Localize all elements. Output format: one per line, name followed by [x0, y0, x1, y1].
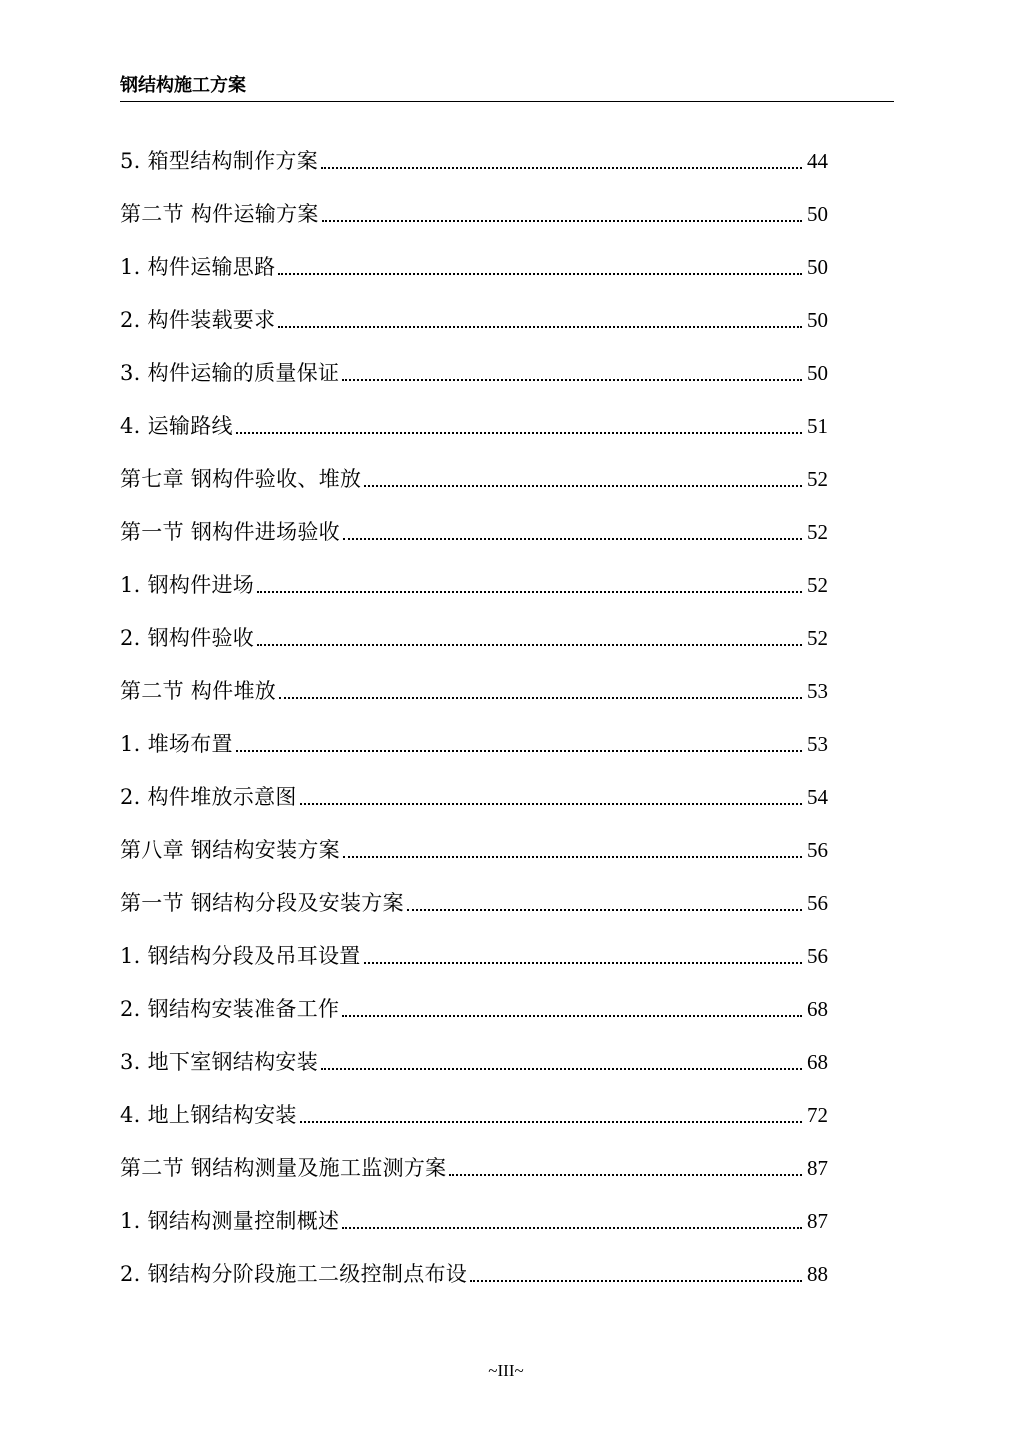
dot-leader — [342, 379, 802, 381]
toc-entry-page-number: 88 — [807, 1262, 828, 1286]
toc-entry-label: 3. 构件运输的质量保证 — [120, 361, 340, 385]
toc-entry[interactable] — [120, 976, 828, 1029]
dot-leader — [343, 538, 802, 540]
toc-entry-page-number: 52 — [807, 573, 828, 597]
toc-entry[interactable] — [120, 1241, 828, 1294]
toc-entry-page-number: 53 — [807, 732, 828, 756]
toc-entry[interactable] — [120, 234, 828, 287]
toc-entry[interactable] — [120, 393, 828, 446]
toc-entry-label: 第二节 构件堆放 — [120, 679, 277, 703]
toc-entry-page-number: 56 — [807, 944, 828, 968]
toc-entry[interactable] — [120, 658, 828, 711]
dot-leader — [342, 1227, 802, 1229]
toc-entry-label: 2. 钢构件验收 — [120, 626, 255, 650]
toc-entry-label: 3. 地下室钢结构安装 — [120, 1050, 319, 1074]
dot-leader — [407, 909, 802, 911]
toc-entry[interactable] — [120, 605, 828, 658]
toc-entry-page-number: 50 — [807, 361, 828, 385]
toc-entry-page-number: 68 — [807, 997, 828, 1021]
toc-entry[interactable] — [120, 446, 828, 499]
document-title: 钢结构施工方案 — [120, 75, 246, 96]
toc-entry[interactable] — [120, 817, 828, 870]
dot-leader — [470, 1280, 802, 1282]
toc-entry-label: 1. 钢结构测量控制概述 — [120, 1209, 340, 1233]
toc-entry-label: 第二节 钢结构测量及施工监测方案 — [120, 1156, 447, 1180]
toc-entry[interactable] — [120, 1135, 828, 1188]
page-header — [120, 74, 894, 102]
toc-entry[interactable] — [120, 499, 828, 552]
toc-entry-label: 第二节 构件运输方案 — [120, 202, 319, 226]
toc-entry[interactable] — [120, 870, 828, 923]
dot-leader — [449, 1174, 802, 1176]
dot-leader — [300, 1121, 802, 1123]
toc-entry[interactable] — [120, 552, 828, 605]
toc-entry-page-number: 68 — [807, 1050, 828, 1074]
toc-entry-page-number: 50 — [807, 308, 828, 332]
toc-entry-page-number: 50 — [807, 255, 828, 279]
dot-leader — [257, 591, 802, 593]
toc-entry-label: 第七章 钢构件验收、堆放 — [120, 467, 362, 491]
toc-entry-page-number: 56 — [807, 838, 828, 862]
dot-leader — [278, 273, 802, 275]
toc-entry-page-number: 53 — [807, 679, 828, 703]
dot-leader — [364, 962, 802, 964]
dot-leader — [364, 485, 802, 487]
toc-entry-label: 第一节 钢结构分段及安装方案 — [120, 891, 404, 915]
toc-entry-page-number: 50 — [807, 202, 828, 226]
toc-entry-page-number: 87 — [807, 1209, 828, 1233]
toc-entry-page-number: 56 — [807, 891, 828, 915]
toc-entry-page-number: 51 — [807, 414, 828, 438]
toc-entry-page-number: 52 — [807, 467, 828, 491]
dot-leader — [278, 326, 802, 328]
dot-leader — [321, 167, 802, 169]
toc-entry-page-number: 54 — [807, 785, 828, 809]
toc-entry-label: 1. 钢构件进场 — [120, 573, 255, 597]
dot-leader — [279, 697, 802, 699]
page-number: ~III~ — [488, 1361, 524, 1380]
toc-entry-label: 4. 地上钢结构安装 — [120, 1103, 297, 1127]
toc-entry-label: 第八章 钢结构安装方案 — [120, 838, 340, 862]
toc-entry-label: 1. 构件运输思路 — [120, 255, 276, 279]
toc-entry[interactable] — [120, 340, 828, 393]
toc-entry-label: 2. 钢结构分阶段施工二级控制点布设 — [120, 1262, 468, 1286]
toc-entry[interactable] — [120, 287, 828, 340]
toc-entry-label: 1. 堆场布置 — [120, 732, 233, 756]
toc-entry-label: 1. 钢结构分段及吊耳设置 — [120, 944, 361, 968]
toc-entry[interactable] — [120, 923, 828, 976]
dot-leader — [300, 803, 802, 805]
dot-leader — [321, 1068, 802, 1070]
toc-entry[interactable] — [120, 1082, 828, 1135]
toc-entry-page-number: 72 — [807, 1103, 828, 1127]
toc-entry[interactable] — [120, 1029, 828, 1082]
toc-entry[interactable] — [120, 128, 828, 181]
toc-entry-label: 第一节 钢构件进场验收 — [120, 520, 340, 544]
toc-entry[interactable] — [120, 711, 828, 764]
dot-leader — [342, 1015, 802, 1017]
toc-entry-page-number: 52 — [807, 520, 828, 544]
toc-entry[interactable] — [120, 1188, 828, 1241]
toc-entry[interactable] — [120, 181, 828, 234]
table-of-contents — [120, 128, 828, 1294]
dot-leader — [236, 750, 802, 752]
toc-entry-label: 4. 运输路线 — [120, 414, 233, 438]
toc-entry-label: 2. 构件装载要求 — [120, 308, 276, 332]
toc-entry-label: 5. 箱型结构制作方案 — [120, 149, 319, 173]
dot-leader — [257, 644, 802, 646]
toc-entry-label: 2. 钢结构安装准备工作 — [120, 997, 340, 1021]
toc-entry-page-number: 52 — [807, 626, 828, 650]
dot-leader — [322, 220, 802, 222]
toc-entry[interactable] — [120, 764, 828, 817]
toc-entry-label: 2. 构件堆放示意图 — [120, 785, 297, 809]
dot-leader — [343, 856, 802, 858]
toc-entry-page-number: 87 — [807, 1156, 828, 1180]
dot-leader — [236, 432, 802, 434]
toc-entry-page-number: 44 — [807, 149, 828, 173]
